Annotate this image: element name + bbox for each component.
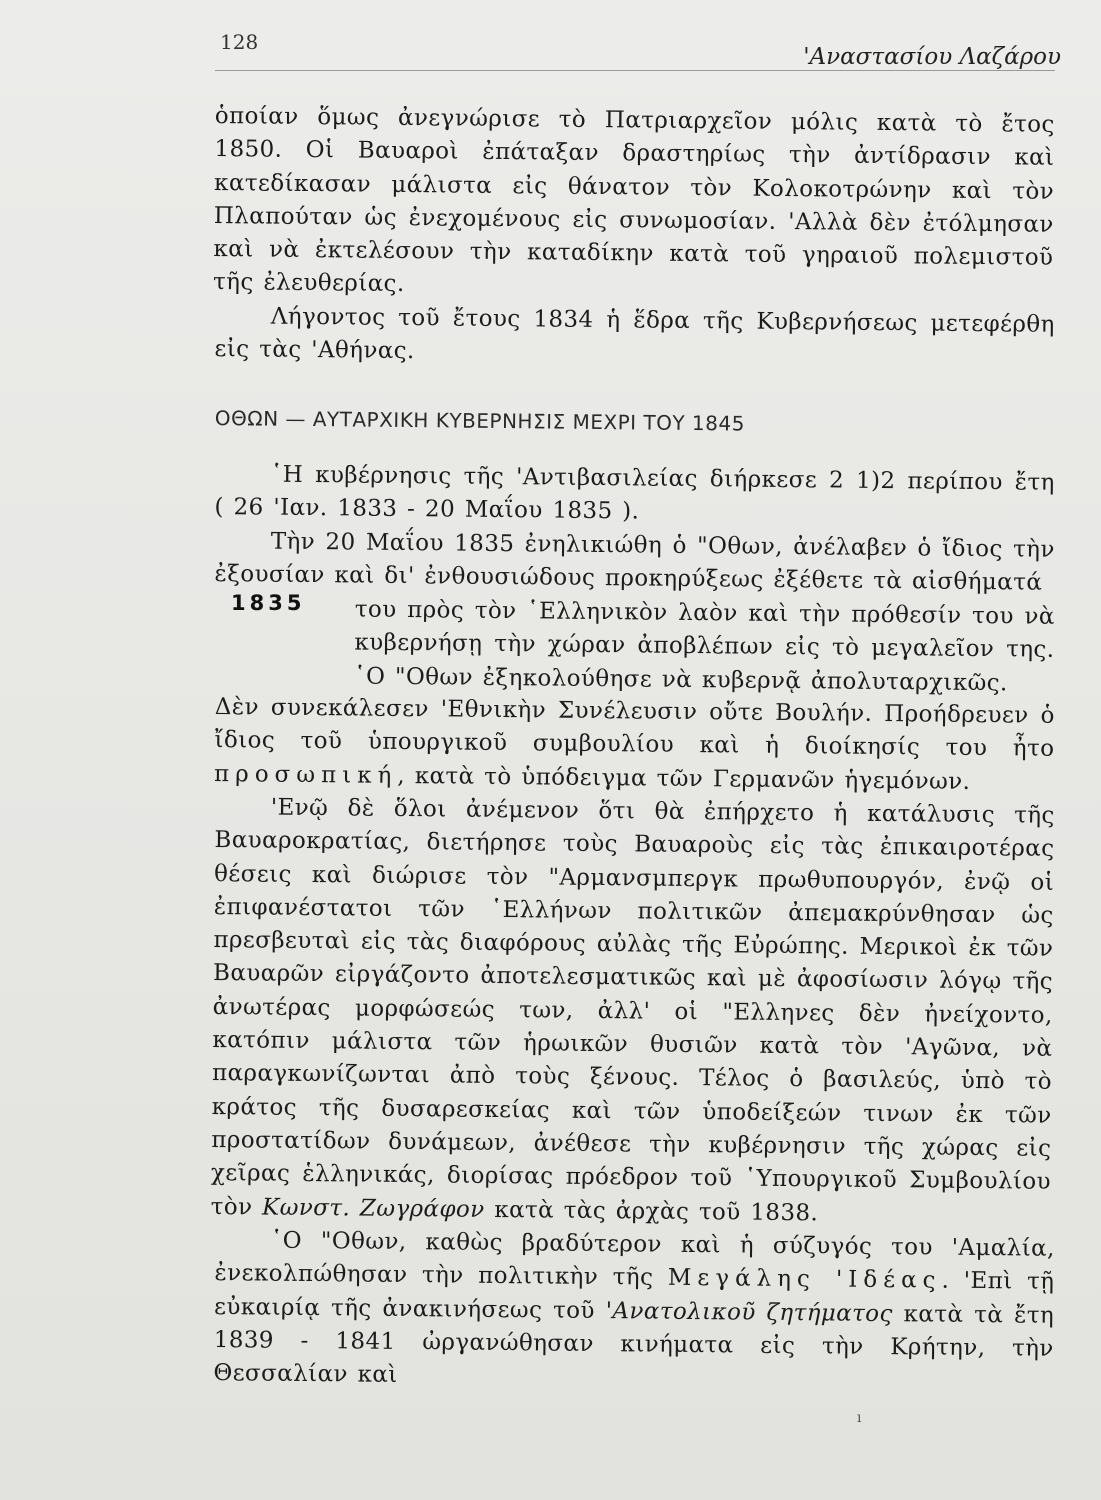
- text: κατὰ τὰ ἔτη 1839 - 1841 ὠργανώθησαν κινήματα εἰς τὴν Κρήτην, τὴν Θεσσαλίαν καὶ: [213, 1300, 1055, 1389]
- paragraph: ῾Η κυβέρνησις τῆς 'Αντιβασιλείας διήρκεσε 2 1)2 περίπου ἔτη ( 26 'Ιαν. 1833 - 20 Μαΐου 1835 ).: [214, 461, 1055, 526]
- text: , κατὰ τὸ ὑπόδειγμα τῶν Γερμανῶν ἡγεμόνων.: [397, 762, 971, 795]
- text: ῾Ο "Οθων, καθὼς βραδύτερον καὶ ἡ σύζυγός του 'Αμαλία, ἐνεκολπώθησαν τὴν πολιτικὴν τῆς: [214, 1227, 1055, 1292]
- running-title: 'Αναστασίου Λαζάρου: [803, 44, 1061, 70]
- paragraph-indented: του πρὸς τὸν ῾Ελληνικὸν λαὸν καὶ τὴν πρόθεσίν του νὰ κυβερνήσῃ τὴν χώραν ἀποβλέπων εἰς τὸ μεγαλεῖον της. ῾Ο "Οθων ἐξηκολούθησε νὰ κυβερνᾷ ἀπολυταρχικῶς.: [353, 596, 1055, 696]
- paragraph: [214, 691, 1055, 800]
- emphasis-text: Μεγάλης 'Ιδέας: [667, 1265, 942, 1295]
- paragraph: [213, 1224, 1055, 1399]
- otto-paragraph: [213, 525, 1055, 795]
- paragraph: [210, 791, 1054, 1233]
- italic-name: Κωνστ. Ζωγράφον: [261, 1194, 485, 1223]
- text: 'Ενῷ δὲ ὅλοι ἀνέμενον ὅτι θὰ ἐπήρχετο ἡ κατάλυσις τῆς Βαυαροκρατίας, διετήρησε τοὺς Βαυαροὺς εἰς τὰς ἐπικαιροτέρας θέσεις καὶ διώρισε τὸν "Αρμανσμπεργκ πρωθυπουργόν, ἐνῷ οἱ ἐπιφανέστατοι τῶν ῾Ελλήνων πολιτικῶν ἀπεμακρύνθησαν ὡς πρεσβευταὶ εἰς τὰς διαφόρους αὐλὰς τῆς Εὐρώπης. Μερικοὶ ἐκ τῶν Βαυαρῶν εἰργάζοντο ἀποτελεσματικῶς καὶ μὲ ἀφοσίωσιν λόγῳ τῆς ἀνωτέρας μορφώσεώς των, ἀλλ' οἱ "Ελληνες δὲν ἠνείχοντο, κατόπιν μάλιστα τῶν ἡρωικῶν θυσιῶν κατὰ τὸν 'Αγῶνα, νὰ παραγκωνίζωνται ἀπὸ τοὺς ξένους. Τέλος ὁ βασιλεύς, ὑπὸ τὸ κράτος τῆς δυσαρεσκείας καὶ τῶν ὑποδείξεών τινων ἐκ τῶν προστατίδων δυνάμεων, ἀνέθεσε τὴν κυβέρνησιν τῆς χώρας εἰς χεῖρας ἑλληνικάς, διορίσας πρόεδρον τοῦ ῾Υπουργικοῦ Συμβουλίου τὸν: [210, 794, 1055, 1221]
- text: Δὲν συνεκάλεσεν 'Εθνικὴν Συνέλευσιν οὔτε Βουλήν. Προήδρευεν ὁ ἴδιος τοῦ ὑπουργικοῦ συμβουλίου καὶ ἡ διοίκησίς του ἦτο: [214, 694, 1055, 763]
- page-body: [210, 100, 1055, 1391]
- text: κατὰ τὰς ἀρχὰς τοῦ 1838.: [484, 1196, 819, 1227]
- paragraph: ὁποίαν ὅμως ἀνεγνώρισε τὸ Πατριαρχεῖον μόλις κατὰ τὸ ἔτος 1850. Οἱ Βαυαροὶ ἐπάταξαν δραστηρίως τὴν ἀντίδρασιν καὶ κατεδίκασαν μάλιστα εἰς θάνατον τὸν Κολοκοτρώνην καὶ τὸν Πλαπούταν ὡς ἐνεχομένους εἰς συνωμοσίαν. 'Αλλὰ δὲν ἐτόλμησαν καὶ νὰ ἐκτελέσουν τὴν καταδίκην κατὰ τοῦ γηραιοῦ πολεμιστοῦ τῆς ἐλευθερίας.: [212, 102, 1055, 298]
- margin-year: 1835: [231, 590, 306, 615]
- section-title: ΟΘΩΝ — ΑΥΤΑΡΧΙΚΗ ΚΥΒΕΡΝΗΣΙΣ ΜΕΧΡΙ ΤΟΥ 1845: [214, 406, 746, 436]
- page-number: 128: [220, 30, 259, 54]
- paragraph-line: Τὴν 20 Μαΐου 1835 ἐνηλικιώθη ὁ "Οθων, ἀνέλαβεν ὁ ἴδιος τὴν ἐξουσίαν καὶ δι' ἐνθουσιώδους προκηρύξεως ἐξέθετε τὰ αἰσθήματά: [214, 528, 1055, 596]
- header-rule: [215, 70, 1055, 71]
- italic-text: 'Ανατολικοῦ ζητήματος: [605, 1297, 893, 1327]
- emphasis-text: προσωπική: [213, 761, 398, 789]
- footer-mark: ı: [857, 1410, 862, 1426]
- paragraph: Λήγοντος τοῦ ἔτους 1834 ἡ ἕδρα τῆς Κυβερνήσεως μετεφέρθη εἰς τὰς 'Αθήνας.: [214, 303, 1055, 365]
- text: . 'Επὶ τῇ εὐκαιρίᾳ τῆς ἀνακινήσεως τοῦ: [213, 1268, 1055, 1324]
